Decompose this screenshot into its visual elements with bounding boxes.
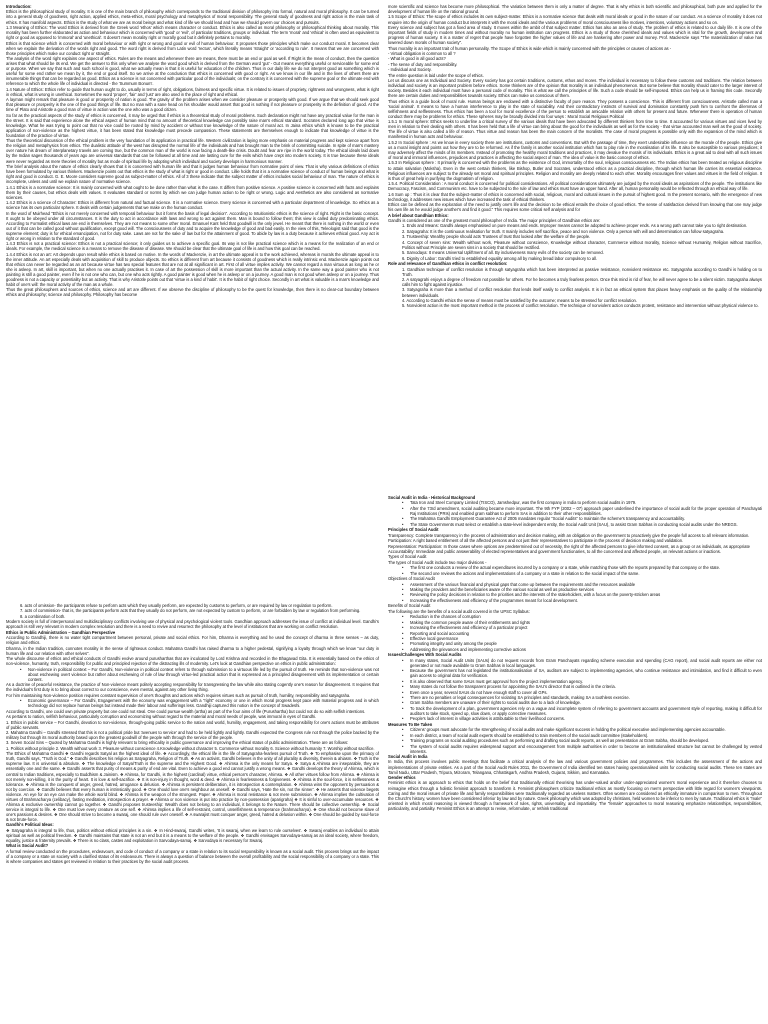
paragraph: Let us discuss one as Individual and Society. Every society has got certain traditions, customs, ethos and mores. The individual is necessary to follow these customs and traditions. The relation between individual and society is an important problem before ethics. Some thinkers are of the opinion that morality is an individual phenomenon. But some believe that morality should cater to the larger interest of society. Besides it each individual must have a personal code of morality. This is what we call the principles of life. Such a code should be self-imposed. Ethics can help us in framing this code. Secondly there are certain duties and responsibilities towards society. Ethics can make us conscious of them.	[388, 78, 762, 99]
paragraph: The Ethics of Mahatma Gandhi ❖ Gandhi regards Satyal as the highest ideal of life. ❖ Accordingly, the ethical life is the life of Satyagraha-fearless pursuit of Truth. ❖ To emphasise upon the primacy of truth, Gandhi says, "Truth is God." ❖ Gandhi describes his religion as Satyagraha, Religion of Truth. ❖ As an activist, Gandhi believes in the unity of all plurality & diversity, therein & ahiasm. ❖ Truth is the supreme law. It is universal & absolute. ❖ The knowledge of Satya/Truth is the supreme and the Highest Good. ❖ Ahimsa is the only means for Satya. ❖ Satya & Ahimsa are inseparable, they are essentially one and the same. ❖ Gandhi asserts that purity of means & purity of end are vital. Even to achieve a good end cannot justify a wrong means. ❖ Gandhi develops the theory of Ahimsa, which is central to Indian traditions, especially to Buddhism & Jainism. ❖ Ahimsa, for Gandhi, is the highest (cardinal) virtue, ethical person's character, Ahimsa. ❖ All other virtues follow from Ahimsa. ❖ Ahimsa is not merely non-killing, it is the purity of heart. It is love & self-sacrifice. ❖ It is non-injury in thought, word & deed. ❖ Ahimsa is fearlessness & forgiveness. ❖ Ahimsa is the soul-force, it is selflessness & tolerance. ❖ Ahimsa is the conquest of anger, greed, hatred, arrogance & delusion. ❖ Ahimsa is persistent deliberation, it is introspection & contemplation. ❖ Ahimsa wins the opponent by persuasion & not by coercion. ❖ Gandhi believes that every human is intrinsically good. ❖ One should love one's neighbour as oneself. ❖ Gandhi says, 'Hate the sin, not the sinner'. ❖ He asserts that violence begets violence. An eye for an eye can make the whole world blind. ❖ Ahimsa is the weapon of the strongest. Paper. ❖ Ahimsa is moral resistance & not mere submission. ❖ Ahimsa implies the cultivation of virtues of Brahmacharya (celibacy), fasting meditation, introspection & prayer. ❖ Ahimsa or non violence is put into practice by non-possession (aparigraha) ❖ It is sinful to over-accumulate resources. ❖ Ahimsa & exclusive ownership cannot go together. ❖ Gandhi proposes trusteeship: Wealth does not belong to an individual, it belongs to the Nature. There should be collective ownership. ❖ Social service is integral to life. ❖ One must love every creature as one self. ❖ Ahimsa implies a life of self-restraint, control, unselfishness & temperance (brahmacharya). ❖ One should not become slave of one's passions & desires. ❖ One should strive to become a swaraj, one should rule over oneself. ❖ A swarajist must conquer anger, greed, hatred & delusion within. ❖ One should be guided by soul-force & not brute-force.	[6, 751, 379, 822]
paragraph: more scientific and science has become more philosophical. The variation between them is only a matter of degree. That is why ethics is both scientific and philosophical, both pure and applied for the development of human life on the rational ground.	[388, 4, 762, 15]
paragraph: Every science and subject has got a fixed area of study. It moves within the ambit of that subject matter. Ethics has also an area of study. The problem of ethics is related to our daily life. It is one of the important fields of study in modern times and without morality no human institution can progress. Ethics is a study of those cherished ideals and values which is vital for the growth, development and progress of human society. It is a matter of regret that people have forgotten the higher values of life and are hankering after power and money. Prof. Mackenzie says "The materialization of value has lowered down morals of human society".	[388, 24, 762, 46]
numbered-item: 7. acts of commission- that is, the participants perform acts that they usually do not perform, are not expected by custom to perform, or are forbidden by law or regulation from performing.	[20, 608, 361, 614]
section-heading: Introduction:	[6, 4, 32, 9]
paragraph: In India, this process involves public meetings that facilitate a critical analysis of the law and various government policies and programmes. This includes the assessment of the actions and implementations of private entities. As a part of the Social Audit Rules 2011, the Government of India identified ten states having operationalised units for conducting social audits. These ten states are Tamil Nadu, Uttar Pradesh, Tripura, Mizoram, Telangana, Chhattisgarh, Andhra Pradesh, Gujarat, Sikkim, and Karnataka.	[388, 759, 762, 775]
paragraph: 3. Seven Social Sins – Quoted by Mahatma Gandhi is highly relevant to bring ethicality in public governance and improving the ethical status of public administration. These are as follows:	[6, 740, 349, 746]
paragraph: - Virtual obligation is common to all ?	[388, 50, 456, 56]
section-heading: A brief about Gandhian Ethics:	[388, 212, 449, 218]
paragraph: As a doctrine of peaceful resistance, the practice of Non-violence meant politely accepting responsibility for transgressing the law while also stating cogently one's reason for disagreement. It requires that the individual's first duty is to bring about correct to our conscience, even mental, against any other living thing.	[6, 682, 379, 693]
paragraph: 1.4.1 Ethics is a normative science: It is mainly concerned with what ought to be done rather than what is the case. It differs from positive science. A positive science is concerned with facts and explains them by their causes, but ethics deals with values. It evaluates standard or norms by which we can judge human action to be right or wrong. Logic and Aesthetics are also considered as normative sciences.	[6, 184, 379, 200]
numbered-item: 4. Concept of seven sins: Wealth without work, Pleasure without conscience, Knowledge without character, Commerce without morality, Science without Humanity, Religion without Sacrifice, Politics without Principle are seven sins in a society that should be rectified.	[402, 239, 762, 250]
numbered-item: 4. According to Gandhi ethics the sense of means must be satisfied by the outcome; means to be stressed for conflict resolution.	[402, 297, 637, 303]
column-bottom-right	[388, 495, 762, 1021]
section-heading: Ethics in Public Administration – Gandhian Perspective	[6, 629, 116, 635]
paragraph: 1.4.4 Ethics is not an art: Art depends upon result while ethics is based on motive. In the words of Mackenzie, in art the ultimate appeal is to the work achieved, whereas in morals the ultimate appeal is to the inner attitude. An art especially deals with acquisition of skill to produce objects. So ethics is different from art because it consists of goodness which is really intrinsic end. Mackenzie again points out that ethics can never be regarded as an art because virtue has two special features that are not at all significant in art. First of all virtue implies activity. We cannot regard a man virtuous as long as he or she is asleep. In art, skill is important, but when no one actually practises it. In case of art the possession of skill is more important than the actual activity. In the same way a good painter who is not painting is still a good painter, even if he is not one who can, but one who acts rightly. A good painter is good when he is asleep or on a journey. A good man is not good when asleep or on a journey. Thus goodness is not a capacity or potentiality but an activity. That is why Aristotle points out that 'virtue is a kind of habit'. It is the habit of right choice. Secondly in art what is valuable is a man's knowledge and habit of one's will: the moral activity of the man as a whole.	[6, 251, 379, 287]
column-top-left	[6, 4, 379, 583]
column-top-right	[388, 4, 762, 486]
bullet-item: • Training programs on social auditing procedures such as performing and drafting social audit reports, as well as presentation at Gram Sabha, should be developed.	[388, 738, 762, 743]
bullet-item: • It is also observed that some SAUs must get approval from the project implementation agency.	[388, 679, 762, 684]
bullet-item: • The system of social audits requires widespread support and encouragement from multiple authorities in order to become an institutionalised structure but cannot be challenged by vested interests.	[388, 744, 762, 754]
bullet-item: • Gram Sabha members are unaware of their rights to social audits due to a lack of knowledge.	[388, 700, 762, 705]
bullet-item: • Even once a year, several SAUs do not have enough staff to cover all GPs.	[388, 690, 762, 695]
bullet-item: • Effective local governance	[388, 636, 762, 641]
section-heading: Measures To Be Taken	[388, 721, 433, 727]
bullet-item: • Economic governance – For Gandhi, Engagement with the economy was engagement with a "right" economy or one in which moral progress kept pace with material progress and in which technology did not replace human beings but instead made their labour and sufferings less. Gandhiji captured this notion in the concept of Swadeshi.	[6, 698, 379, 708]
bullet-item: • The Mahatma Gandhi Employment Guarantee Act of 2005 mandates regular "Social Audits" to maintain the scheme's transparency and accountability.	[388, 516, 762, 521]
paragraph: 1.5.3 In Religious sphere : It primarily is concerned with the problems as the existence of God, immortality of the soul, religious consciousness etc. The Indian ethics has been treated as religious discipline to attain salvation (Moksha). Even in the west certain thinkers, like Bishop, Butler and Socrates, understood ethics as a practical discipline, through which human life carries its essential existence. Religious influences are subject to the already set moral and spiritual principles. Religion and morality are deeply related to each other. Morality encourages finer values and virtues in the field of religion. It is thus of great help in purifying the dogmatism of religion.	[388, 160, 762, 181]
bullet-item: • To track the development of a plan, government agencies rely on a vague and incomplete system of referring to government accounts and government style of reporting, making it difficult for auditors to take stock, speed up, slow down, or apply corrective measures.	[388, 706, 762, 716]
paragraph: 1.6 Sum up : Thus it is clear that the subject-matter of ethics is concerned with social, religious, moral and cultural issues in the pursuit of highest good. In the present scenario, with the emergence of new technology, it addresses new issues which have increased the task of ethical thinkers.	[388, 191, 762, 202]
paragraph: A formal review conducted on the procedures, endeavours, and code of conduct of a company or a state in relation to its social responsibility is known as a social audit. This process brings out the impact of a company or a state on society with a clarified status of its endeavours. There is always a question of balance between the overall profitability and the social responsibility of a company or a state. This is where companies and states get reviewed in relation to their practices by the social audit process.	[6, 848, 379, 864]
bullet-item: • In many states, Social Audit Units (SAUs) do not request records from Gram Panchayats regarding scheme execution and spending (CAG report), and social audit reports are either not generated or not made available to Gram Sabhas in local languages.	[388, 658, 762, 668]
paragraph: Objectives of Social Audit	[388, 576, 435, 582]
paragraph: Ethics is the philosophical study of morality. It is one of the main branch of philosophy which corresponds to the traditional division of philosophy into formal, natural and moral philosophy. It can be turned into a general study of goodness, right action, applied ethics, meta-ethics, moral psychology and metaphysics of moral responsibility. The general study of goodness and right action is the main task of ethics. It has manifold aspects. Ethics is the study of what we are as moral beings and what kind of life we should lead and how we should govern our choices and pursuits.	[6, 9, 379, 25]
bullet-item: • Making the common people aware of their entitlements and rights	[388, 620, 762, 625]
paragraph: In the word of Muirhead "Ethics is not merely concerned with temporal behaviour but it forms the basis of legal decision". According to Intuitionistic ethics is the science of right. Right is the basic concept. It ought to be obeyed under all circumstances. It is the duty to act in accordance with laws and wrong to act against them. Man is bound to follow them; this view is called duty predominating ethics. According to Formalist ethical laws are end in themselves. They are not means to some other moral. Emanuel Kant held that goodwill is the only jewel. He meant that there is nothing in the world or even out of it that can be called good without qualification, except good will. The consciousness of duty and to acquire the knowledge of good and bad easily. In the view of this, Teleologist said that good is the supreme element; duty is for ethical emancipation, not for duty sake. Laws are not for the sake of law but for the attainment of good. To abide by law is a duty because it achieves ethical good. Any act is right or wrong in relation to the standard of good.	[6, 210, 379, 241]
numbered-item: 6. Dignity of Labor: Gandhi tried to established equality among all by making bread labor compulsory to all.	[402, 255, 598, 261]
paragraph: ❖ Satyagraha is integral to life, thus, politics without ethical principles is a sin. ❖ In Hind-swaraj, Gandhi writes, 'It is swaraj, when we learn to rule ourselves'. ❖ Swaraj enables an individual to attain spiritual as well as political freedom. ❖ Gandhi maintains that state is not an end but it is a means to the welfare of the people. ❖ Gandhi envisages Sarvodaya-samaj as an ideal society, where freedom, equality, justice & fraternity prevails. ❖ There is no class, castes and exploitation in Sarvodaya-samaj. ❖ Sarvodaya is necessary for Swaraj.	[6, 827, 379, 843]
paragraph: The types of Social Audit include two major divisions -	[388, 559, 487, 565]
paragraph: Ethics can be defined as the exploration of the need to justify one's life and the decision to be ethical entails the choice of good ethics. The sense of satisfaction derived from knowing that one may judge his own life as he would judge another's and find it good." This requires some critical self analysis and for	[388, 202, 762, 213]
paragraph: So far as the practical aspects of the study of ethics is concerned, it may be urged that if ethics is a theoretical study of moral problems. Such declaration might not have any practical value for the man in the street. It is said that experience alone the ethical aspect of human mind that no amount of theoretical knowledge can possibly raise man's ethical standard. Socrates declared long ago that virtue is knowledge. What he was trying to point out that no vice could be rooted by mind by accident or without true knowledge of the nature of moral act. In Jaina ethics which is known to be the practical application of non-violence as the highest virtue, it has been stated that knowledge must precede compassion. These statements are themselves enough to indicate that knowledge of virtue is the foundation of the practice of virtue.	[6, 112, 379, 138]
paragraph: 1.5.1 In moral sphere: Ethics seeks to underline a critical survey of the various ideals that have been advocated by different thinkers from time to time. It accounted for various virtues and vices lived by men in relation to their dealing with others. It has been held that a life of virtue can bring about the good for the individuals as well as for the society - that virtue accounted man well as the good of society. The life of virtue is also called a life of reason. Thus virtue and reason has been the main concern of the moralists. The case of moral progress is possible only with the expansion of the mind which is manifested in human acts and behaviour.	[388, 119, 762, 140]
paragraph: 2. Mahatma Gandhi – Gandhi stressed that this is not a political pride but 'avenues to service' and had to be held lightly and lightly. Gandhi expected the Congress rule not through the police backed by the military but through its moral authority based upon the greatest goodwill of the people with through the service of the people.	[6, 729, 379, 741]
paragraph: 1.5.2 In Social sphere : As we know in every society there are institutions, customs and conventions. But with the passage of time, they exert undesirable influence on the morale of the people. Ethics give us a moral insight and points out how they are to be reformed. As if the family is another social institution which has to play role in the moralisation of its life. It also be susceptible to various prejudices; it may adversely affect the minds of its members. Instead of promoting the healthy moral traditions and practices, it may devalue the morals of its individuals. Ethics is a great aid to deal with all such issues of moral and immoral influences, prejudices and practices in affecting the social aspect of man. The idea of value is the basic concept of ethics.	[388, 139, 762, 161]
bullet-item: • Addressing the grievances and implementing corrective actions	[388, 647, 762, 652]
paragraph: 1.5.4. Political Consideration : A moral conduct is concerned for political considerations. All political considerations ultimately are judged by the moral ideals as aspirations of the people. The institutions like Democracy, Fascism, and Communism etc. have to be subjected to the rule of law and ethics must have an upper hand. After all, human personality would be reflected through an ethical way of life.	[388, 181, 762, 192]
paragraph: Modern society is full of interpersonal and multidisciplinary conflicts involving use of physical and psychological violent tools. Gandhian approach addresses the issue of conflict at individual level. Gandhi's approach is still very relevant in modern complex resolution and there is a need to revive and resurrect the philosophy at the level of institutions that are working on conflict resolution.	[6, 619, 379, 630]
bullet-item: • Promoting integrity and unity among the people	[388, 641, 762, 646]
bullet-item: • The State Governments must select or establish a state-level independent entity, the Social Audit Unit (SAU), to assist Gram Sabhas in conducting social audits under the NREGS.	[388, 522, 762, 527]
paragraph: Thus ethics is a guide book of moral rule. Human beings are endowed with a distinctive faculty of pure reason. They possess a conscience. This is different from consciousness. Aristotle called man a 'social animal'. It means to have a human interference to play in the state of sociability. And their contradictory instincts of survival and domination constantly push him to confront the dilemmas of selfishness and selflessness. Thus ethics has been a tool for moral excellence of the person to establish an amicable relation with others for present and future. Whenever there is operation of human conduct there may be problems for ethics. These spheres may be broadly divided into four ways : Moral Social Religious Political	[388, 98, 762, 119]
paragraph: Types of Social Audit	[388, 554, 427, 560]
bullet-item: • Because the government has not legislated the institutionalisation of SA, auditors are subject to implementing agencies, who continue resistance and intimidation, and find it difficult to even gain access to original data for verification.	[388, 668, 762, 678]
paragraph: As pertains to nation, selfish behaviour, particularly corruption and economizing without regard to the material and moral needs of people, was immoral in eyes of Gandhi.	[6, 714, 317, 720]
bullet-item: • The second one reviews the actions and implementations of a company or a state in relation to the social impact of the same.	[388, 571, 762, 576]
paragraph: 1.3 Meaning of Ethics: The word Ethics is derived from the Greek word 'ethos' which means character or conduct. Ethics is also called as moral philosophy or philosophical thinking about morality. This morality has been further elaborated as action and behaviour which is concerned with 'good' or 'evil', of particular traditions, groups or individual. The term 'moral' and 'ethical' is often used as equivalent to right or good as opposed to 'immoral' and 'unethical'. It doesn't mean morality right or morally good but it definitely pertains to morality.	[6, 24, 379, 41]
paragraph: The entire question is laid under the scope of ethics.	[388, 72, 484, 78]
numbered-item: 3. Trusteeship: Wealthy people should acts Trustees of trust that looked after the welfare of the people.	[402, 234, 591, 240]
section-heading: Role and relevance of Gandhian ethics in conflict resolution:	[388, 261, 508, 267]
bullet-item: • Increasing the effectiveness and efficiency of a particular project	[388, 625, 762, 630]
bullet-item: • The first one conducts a review of the actual expenditures incurred by a company or a state, while matching those with the reports prepared by that company or the state.	[388, 565, 762, 570]
paragraph: A layman might remark that pleasure is good or prosperity of nation is good. The gravity of the problem arises when we consider pleasure or prosperity with good. If we argue that we should seek good that pleasure or prosperity is the one of the good things of life. But no man with a sane head on his shoulder would assert that good is nothing if not pleasure or prosperity is the definition of good. At the time of Plato and Aristotle a good man of virtue in action was the one who was a good citizen.	[6, 97, 379, 113]
paragraph: Transparency: Complete transparency in the process of administration and decision making, with an obligation on the government to proactively give the people full access to all relevant information.	[388, 532, 750, 538]
numbered-item: 5. Nonviolent action is the most important method in the process of conflict resolution. The technique of nonviolent action conducts protest, resistance and intervention without physical violence to.	[402, 303, 759, 309]
paragraph: The analysis of the word right explains one aspect of ethics. Rules are the means and whenever there are means, there must be an end or goal as well. If Right is the mean of conduct, then the question arises that what should be its end. We get the answer to this only when we analyse the word good which is derived from the German word 'gut' - Gut means everything useful or serviceable for some end or purpose. When we say that such and such school is good, what we actually mean is that it is useful for education of the children. Thus in our daily life we do not interpret good as something which is useful for some end rather we mean by it, the end or good itself. So we arrive at the conclusion that ethics is concerned with good or right. As we know in our life and in the lives of others there are innumerable things that can be regarded as good. Ethics as a science is not concerned with particular good of the individuals; on the contrary it is concerned with the supreme goal or the ultimate end with reference to which the whole life of individual is directed - the 'Summum Bonum'.	[6, 56, 379, 87]
paragraph: 1.4.2 Ethics is a science of Character: Ethics is different from natural and factual science. It is a normative science. Every science is concerned with a particular department of knowledge. So ethics as a science has its own particular sphere. It deals with certain judgements that we make on the human conduct.	[6, 200, 379, 211]
paragraph: 1.5 Scope of Ethics: The scope of ethics includes its own subject-matter. Ethics is a normative science that deals with moral ideals or good in the nature of our conduct. As a science of morality it does not enquire into the origin of human conduct but interprets it with the moral ideals and the various problems of moral consciousness like motives, intentions, voluntary actions and so on.	[388, 14, 762, 25]
bullet-item: • Reduction in the chances of corruption	[388, 614, 762, 619]
paragraph: The brief analysis about the nature of ethics clearly shows that it is concerned with human life and that it judges human behaviour from normative point of view. That is why various definitions of ethics have been formulated by various thinkers. Mackenzie points out that ethics is the study of what is right or good in conduct. Lillie holds that it is a normative science of conduct of human beings and what is right and good in conduct. G. E. Moore considers supreme good as subject-matter of ethics. All of 3 these indicate that the subject matter of ethics includes social behaviour of man. The nature of ethics is incomplete, unless and until we explain nature of normative science.	[6, 163, 379, 185]
bullet-item: • Non-violence in political context – For Gandhi, Non-violence in political context refers to through submission to a virtuous life led by the pursuit of truth. He reminds that non-violence was not about eschewing overt violence but rather about eschewing of rule of law through virtue-led practical action that is expressed as a principled disagreement with its implementation or certain content.	[6, 667, 379, 682]
section-heading: Social Audit in India	[388, 754, 428, 760]
paragraph: Thus the theoretical discussion of the ethical problem is the very foundation of its application in practical life. Western civilization is laying more emphasis on material progress and kept science apart from the religion and metaphysics from ethics. The dualistic attitude of the west has disrupted the normal life of the individuals and has brought man to the brink of committing suicide. In spite of man's mastery over nature his dream of interplanetary travels are coming true, but the common man of the world is now facing a death-like crisis. Doubt and fear are ripe in the world today. The ethical ideals laid down by the Indian sages thousands of years ago are universal standards that can be followed at all time and are lasting cure for the evils which have crept into modern society. It is true because these ideals were never regarded as mere theories of morality but as mode of spiritual life by adopting which individual and society develops in harmonious manner.	[6, 138, 379, 164]
paragraph: - The sense of duty and responsibility.	[388, 61, 458, 67]
bullet-item: • People's lack of interest in village activities is attributable to their livelihood concerns.	[388, 716, 762, 721]
bullet-item: • Making the providers and the beneficiaries aware of the various social as well as productive services	[388, 587, 762, 592]
paragraph: Gandhi is considered as one of the greatest moral philosopher of India. The major principles of Gandhian ethics are:	[388, 217, 601, 223]
section-heading: Social Audit in India - Historical Background	[388, 495, 476, 500]
paragraph: Benefits of Social Audit	[388, 603, 431, 609]
numbered-item: 2. A satyagrahi enjoys a degree of freedom not possible for others. For he becomes a truly fearless person. Once this mind is rid of fear, he will never agree to be a silent victim. Satyagraha always calls him to fight against injustice.	[402, 276, 762, 288]
paragraph: According to Gandhi, one could own private property but one could not steal. One could pursue wealth (artha) as part of the four aims of life (Purushartha) but could not do so with selfish intentions.	[6, 708, 366, 714]
paragraph: Thus the great philosophers and sources of ethics, science and art are different. If we observe the discipline of philosophy to be the quest for knowledge, then there is no clear-cut boundary between ethics and philosophy; science and philosophy. Philosophy has become	[6, 287, 379, 298]
numbered-item: 2. Satyagraha: It is the continuous realisation for truth. It mainly includes self sacrifice, peace and non violence. Only a person with will and determination can follow satyagraha.	[402, 228, 725, 234]
paragraph: For him maintaining Non-violence position requires constant supervision of one's thoughts and actions which requires virtues such as pursuit of truth, humility, responsibility and satyagraha.	[6, 692, 351, 698]
column-bottom-left	[6, 603, 379, 1021]
section-heading: Issues/Challenges With Social Audits	[388, 652, 462, 658]
paragraph: Dharma, in the Indian tradition, connotes morality in the sense of righteous conduct. Mahatma Gandhi has raised dharma to a higher pedestal, signifying a loyalty through which we know "our duty in human life and our relation with other selves".	[6, 645, 379, 656]
numbered-item: 1. Gandhian technique of conflict resolution is through satyagraha which has been interpreted as passive resistance, nonviolent resistance etc. Satyagraha according to Gandhi is holding on to Truth.	[402, 266, 762, 277]
paragraph: 1.4 Nature of Ethics: Ethics refer to guide that human ought to do, usually in terms of right, obligations, fairness and specific virtue. It is related to issues of propriety, rightness and wrongness, what is right in ethical, what is wrong in unethical. Sometimes the word 'proper', 'fair' and 'just' are also used in the place of right and ethical.	[6, 86, 379, 97]
bullet-item: • Tata Iron and Steel Company Limited (TISCO), Jamshedpur, was the first company in India to perform social audits in 1979.	[388, 500, 762, 505]
numbered-item: 1. Ends and Means: Gandhi always emphasised on pure means and ends. Improper means cannot be adopted to achieve proper ends. As a wrong path cannot take you to right destination.	[402, 223, 748, 229]
paragraph: Participation: A right based entitlement of all the affected persons and not just their representatives to participate in the process of decision making and validation.	[388, 538, 684, 544]
bullet-item: • Assessment of the various financial and physical gaps that come up between the requirements and the resources available	[388, 582, 762, 587]
paragraph: Accountability: Immediate and public answerability of elected representatives and government functionaries, to all the concerned and affected people, on relevant actions or inactions.	[388, 548, 721, 554]
paragraph: Ethics is that science which is concerned with moral behaviour or with right or wrong and good or evil of human behaviour. It proposes those principles which make our conduct moral. It becomes clear when we explain the derivation of the words right and good. The word right is derived from Latin word 'rectus', which literally means 'straight' or 'according to rule'. It means that we are concerned with those principles which make our conduct right or straight.	[6, 40, 379, 56]
bullet-item: • After the 73rd amendment, social auditing became more important. The 9th FYP (2002 – 07) approach paper underlined the importance of social audit for the proper operation of Panchayati Raj Institutions (PRIs) and enabled gram sabhas to perform SAs in addition to their other responsibilities.	[388, 506, 762, 516]
section-heading: What is Social Audit?	[6, 843, 49, 849]
paragraph: Thus morality is an important trait of human personality. The Scope of Ethics is wide which is mainly concerned with the principles or causes of actions as -	[388, 45, 672, 51]
paragraph: - Individual and Society.	[388, 67, 432, 73]
paragraph: 1.4.3 Ethics is not a practical science: Ethics is not a practical science; it only guides us to achieve a specific goal. Its way is not like practical science which is a means for the realization of an end or ideals. For example, the medical science is a means to remove the disease of disease. We should be clear that the ultimate goal of life is and how this goal can be reached.	[6, 241, 379, 252]
bullet-item: • Reviewing the policy decisions in relation to the priorities and the interests of the stakeholders, with a focus on the poverty-stricken areas	[388, 592, 762, 597]
section-heading: Principles Of Social Audit	[388, 527, 439, 533]
numbered-item: 6. acts of omission- the participants refuse to perform acts which they usually perform, are expected by customs to perform, or are required by law or regulation to perform.	[20, 603, 333, 608]
paragraph: According to Gandhiji, there is no water tight compartment between personal, private and social ethics. For him, Dharma is everything and he used the concept of dharma in three senses – as duty, religion and ethics.	[6, 635, 379, 646]
bullet-item: • Many states do not follow the transparent process for appointing the SAU's director that is outlined in the criteria.	[388, 684, 762, 689]
numbered-item: 5. Sarvodaya: It means Universal Upliftment of all. By inclusiveness many evils of the society can be removed.	[402, 250, 604, 256]
bullet-item: • Citizens' groups must advocate for the strengthening of social audits and make significant success in holding the political executive and implementing agencies accountable.	[388, 727, 762, 732]
bullet-item: • There are no penalties or legal consequences for violating SA principles and standards, making SA a toothless exercise.	[388, 695, 762, 700]
numbered-item: 8. a combination of both.	[20, 613, 66, 619]
paragraph: 1. Ethics in public service – For Gandhi, devotion to non-violence, through-going public service to the nation and world, humility, engagement, and taking responsibility for one's actions must be attributes of public servants.	[6, 719, 379, 730]
bullet-item: • Reporting and social accounting	[388, 631, 762, 636]
paragraph: - What is good in all good acts?	[388, 56, 446, 62]
paragraph: 1. Politics without principle 2. Wealth without work 3. Pleasure without conscience 4.Knowledge without character 5. Commerce without morality 6. Science without humanity 7. Worship without sacrifice.	[6, 745, 375, 751]
paragraph: The whole discourse of ethics and ethical conducts of Gandhi evolve around purusharthas that are inculcated by Lord Krishna and recorded in the Bhagavad Gita. It is essentially based on the ethics of non-violence, humanity, truth, responsibility for public and principled rejection of the distracting ills of modernity. Let's look at Gandhian perspective on ethics in public administration:	[6, 656, 379, 667]
section-heading: Gender ethics	[388, 775, 416, 781]
paragraph: Representation: Participation: In those cases where options are predetermined out of necessity, the right of the affected persons to give informed consent, as a group or as individuals, as appropriate	[388, 543, 750, 549]
numbered-item: 3. Satyagraha is more than a method of conflict resolution that lends itself easily to conflict analysis. It is in fact an ethical system that places heavy emphasis on the quality of the relationship between individuals.	[402, 287, 762, 298]
paragraph: Feminist ethics is an approach to ethics that holds on the belief that traditionally ethical theorising has under-valued and/or under-appreciated women's moral experience and it therefore chooses to reimagine ethics through a holistic feminist approach to transform it. Feminist philosophers criticize traditional ethics as mostly focusing on men's perspective with little regard for women's viewpoints. Caring and the moral issues of private life and family responsibilities were traditionally regarded as useless matters. Often women are considered as ethically immature in comparison to men. Throughout the Church's history, women have been considered inferior by law and by nature. Greek philosophy which was adopted by christians, held women to be inferior to men by nature. Traditional ethics is "male" oriented in which moral reasoning is viewed through a framework of rules, rights, universality, and impartiality. The "female" approaches to moral reasoning emphasize relationships, responsibilities, particularity, and partiality. Feminist Ethics is an attempt to revise, reformulate, or rethink traditional	[388, 780, 762, 811]
section-heading: Gandhi's Political Ideas:	[6, 822, 54, 828]
bullet-item: • In each district, a team of social audit experts should be established to train members of the social audit committee (stakeholders).	[388, 733, 762, 738]
bullet-item: • Increasing the effectiveness and efficiency of the programmes meant for local development.	[388, 598, 762, 603]
paragraph: The following are the benefits of a social audit covered in the UPSC Syllabus:	[388, 608, 530, 614]
